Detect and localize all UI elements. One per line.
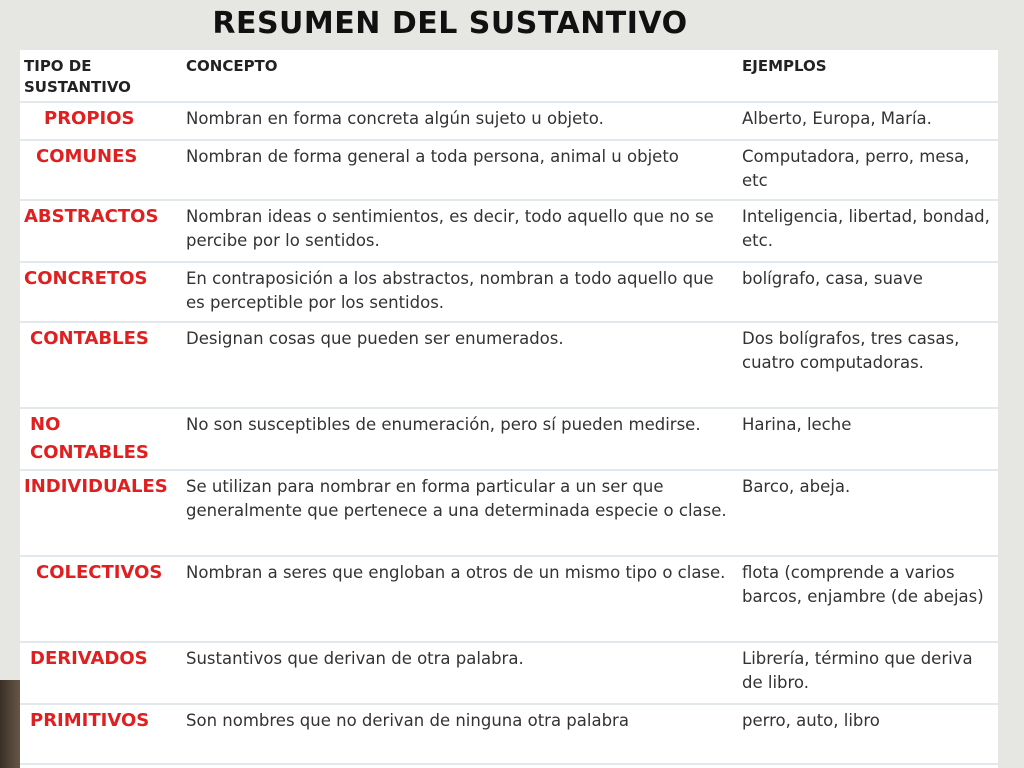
noun-type: PROPIOS bbox=[20, 102, 180, 140]
noun-concept: En contraposición a los abstractos, nombran a todo aquello que es perceptible por los sentidos. bbox=[180, 262, 736, 322]
table-row bbox=[20, 704, 998, 764]
noun-concept: Son nombres que no derivan de ninguna otra palabra bbox=[180, 704, 736, 764]
page-title: RESUMEN DEL SUSTANTIVO bbox=[212, 6, 688, 41]
noun-examples: Librería, término que deriva de libro. bbox=[736, 642, 998, 704]
table-row bbox=[20, 200, 998, 262]
noun-type: COLECTIVOS bbox=[20, 556, 180, 642]
table-row bbox=[20, 322, 998, 408]
table-header-row bbox=[20, 50, 998, 102]
noun-concept: Nombran ideas o sentimientos, es decir, todo aquello que no se percibe por lo sentidos. bbox=[180, 200, 736, 262]
noun-examples: Barco, abeja. bbox=[736, 470, 998, 556]
noun-examples: bolígrafo, casa, suave bbox=[736, 262, 998, 322]
noun-type: CONCRETOS bbox=[20, 262, 180, 322]
noun-examples: Inteligencia, libertad, bondad, etc. bbox=[736, 200, 998, 262]
table-row bbox=[20, 140, 998, 200]
noun-examples: Alberto, Europa, María. bbox=[736, 102, 998, 140]
noun-concept: Nombran de forma general a toda persona, animal u objeto bbox=[180, 140, 736, 200]
noun-type: COMUNES bbox=[20, 140, 180, 200]
noun-examples: flota (comprende a varios barcos, enjambre (de abejas) bbox=[736, 556, 998, 642]
noun-concept: No son susceptibles de enumeración, pero sí pueden medirse. bbox=[180, 408, 736, 470]
decorative-bar bbox=[0, 680, 22, 768]
noun-concept: Designan cosas que pueden ser enumerados. bbox=[180, 322, 736, 408]
noun-examples: Dos bolígrafos, tres casas, cuatro computadoras. bbox=[736, 322, 998, 408]
table-row bbox=[20, 642, 998, 704]
table-row bbox=[20, 262, 998, 322]
noun-type: NO CONTABLES bbox=[20, 408, 180, 470]
header-type: TIPO DE SUSTANTIVO bbox=[20, 50, 180, 102]
summary-table-container bbox=[20, 50, 998, 768]
noun-concept: Sustantivos que derivan de otra palabra. bbox=[180, 642, 736, 704]
noun-type: PRIMITIVOS bbox=[20, 704, 180, 764]
noun-examples: Harina, leche bbox=[736, 408, 998, 470]
noun-type: DERIVADOS bbox=[20, 642, 180, 704]
noun-examples: perro, auto, libro bbox=[736, 704, 998, 764]
noun-concept: Se utilizan para nombrar en forma particular a un ser que generalmente que pertenece a una determinada especie o clase. bbox=[180, 470, 736, 556]
table-row bbox=[20, 102, 998, 140]
noun-type: INDIVIDUALES bbox=[20, 470, 180, 556]
noun-type: CONTABLES bbox=[20, 322, 180, 408]
header-concept: CONCEPTO bbox=[180, 50, 736, 102]
noun-type: ABSTRACTOS bbox=[20, 200, 180, 262]
noun-concept: Nombran a seres que engloban a otros de un mismo tipo o clase. bbox=[180, 556, 736, 642]
table-row bbox=[20, 470, 998, 556]
noun-concept: Nombran en forma concreta algún sujeto u objeto. bbox=[180, 102, 736, 140]
table-row bbox=[20, 408, 998, 470]
noun-examples: Computadora, perro, mesa, etc bbox=[736, 140, 998, 200]
table-row bbox=[20, 556, 998, 642]
summary-table bbox=[20, 50, 998, 765]
header-examples: EJEMPLOS bbox=[736, 50, 998, 102]
